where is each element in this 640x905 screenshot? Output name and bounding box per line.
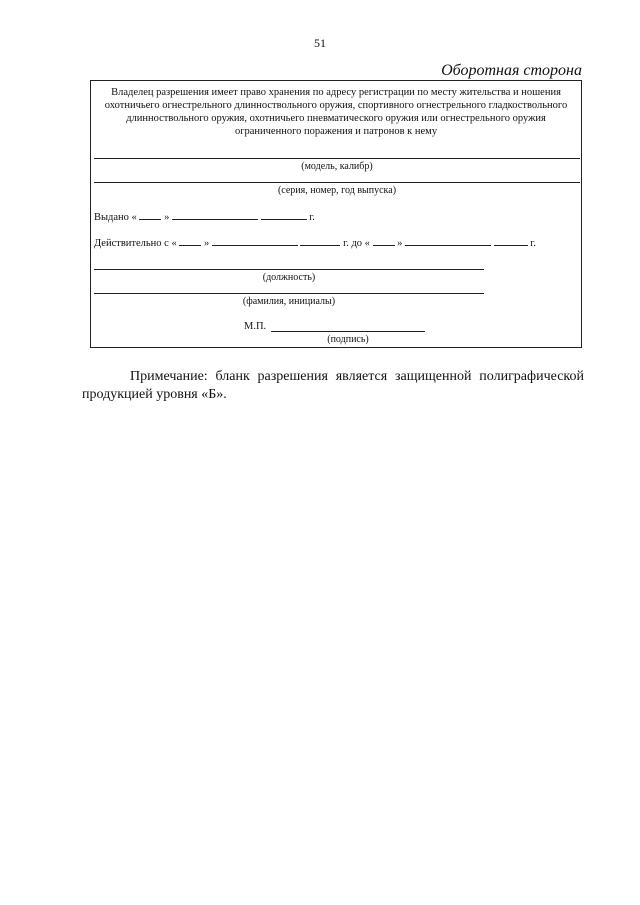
issued-quote-close: » — [164, 212, 170, 223]
validity-row — [94, 236, 536, 249]
issued-month-blank — [172, 210, 258, 220]
valid-from-label: Действительно с « — [94, 238, 177, 249]
valid-from-year-blank — [300, 236, 340, 246]
valid-to-month-blank — [405, 236, 491, 246]
note-text: Примечание: бланк разрешения является защищенной полиграфической продукцией уровня «Б». — [82, 369, 584, 402]
series-number-line — [94, 182, 580, 183]
valid-to-year-suffix: г. — [530, 238, 537, 249]
model-caliber-caption: (модель, калибр) — [301, 161, 373, 172]
name-line — [94, 293, 484, 294]
issued-row — [94, 210, 315, 223]
name-caption: (фамилия, инициалы) — [242, 296, 336, 307]
signature-caption: (подпись) — [327, 334, 369, 345]
form-intro-text: Владелец разрешения имеет право хранения по адресу регистрации по месту жительства и ношения охотничьего огнестрельного длинноствольного оружия, спортивного огнестрельного гладкоствольного длинноствольного оружия, охотничьего пневматического оружия или огнестрельного оружия ограниченного поражения и патронов к нему — [104, 87, 568, 137]
valid-from-month-blank — [212, 236, 298, 246]
issued-label: Выдано « — [94, 212, 137, 223]
series-number-year-caption: (серия, номер, год выпуска) — [277, 185, 397, 196]
valid-from-day-blank — [179, 236, 201, 246]
page-number: 51 — [314, 36, 326, 50]
issued-year-suffix: г. — [309, 212, 315, 223]
reverse-side-label: Оборотная сторона — [441, 62, 582, 79]
signature-line — [271, 331, 425, 332]
model-caliber-line — [94, 158, 580, 159]
issued-day-blank — [139, 210, 161, 220]
seal-label: М.П. — [244, 321, 267, 332]
issued-year-blank — [261, 210, 307, 220]
valid-to-year-blank — [494, 236, 528, 246]
valid-from-quote-close: » — [203, 238, 210, 249]
valid-to-quote-close: » — [397, 238, 403, 249]
position-line — [94, 269, 484, 270]
valid-to-day-blank — [373, 236, 395, 246]
valid-to-label: г. до « — [343, 238, 370, 249]
position-caption: (должность) — [262, 272, 316, 283]
